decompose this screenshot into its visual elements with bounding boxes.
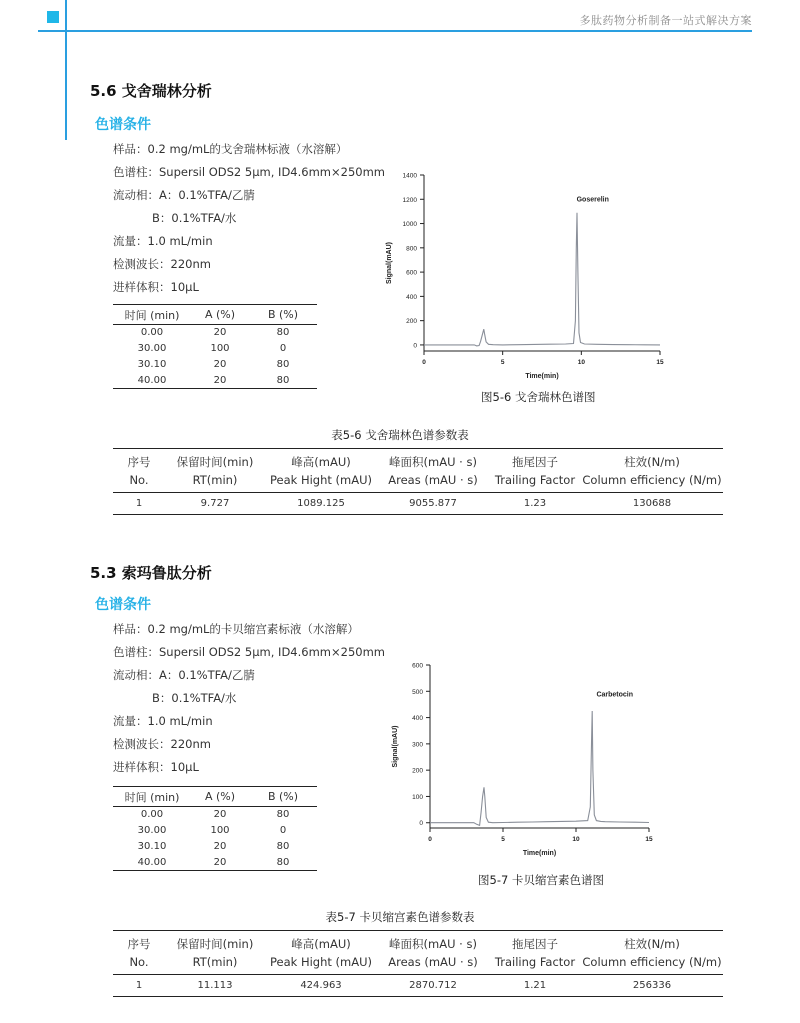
column-line: 色谱柱：Supersil ODS2 5μm, ID4.6mm×250mm	[113, 165, 385, 179]
y-tick-label: 1400	[402, 172, 417, 180]
gradient-cell: 30.00	[137, 343, 167, 354]
params-cell: 424.963	[265, 975, 377, 997]
chromatogram-carbetocin	[380, 656, 670, 861]
header-vertical-rule	[65, 0, 67, 140]
gradient-header-a: A (%)	[191, 787, 249, 807]
chromatogram-goserelin	[372, 165, 672, 385]
gradient-cell: 20	[191, 855, 249, 871]
header-en: Areas (mAU · s)	[388, 473, 478, 487]
gradient-header-b: B (%)	[249, 787, 317, 807]
mobile-phase-b-line: B：0.1%TFA/水	[152, 691, 237, 705]
y-tick-label: 0	[419, 820, 423, 828]
sample-line: 样品：0.2 mg/mL的卡贝缩宫素标液（水溶解）	[113, 622, 359, 636]
gradient-cell: 0.00	[140, 809, 164, 821]
table-caption: 表5-7 卡贝缩宫素色谱参数表	[325, 910, 475, 924]
header-cn: 拖尾因子	[512, 937, 558, 951]
header-horizontal-rule	[38, 30, 752, 32]
gradient-header-b: B (%)	[249, 305, 317, 325]
gradient-cell: 20	[191, 373, 249, 389]
header-cn: 保留时间(min)	[176, 937, 254, 951]
y-tick-label: 600	[412, 662, 423, 670]
header-en: Trailing Factor	[494, 955, 576, 969]
y-tick-label: 400	[406, 293, 417, 301]
table-row	[113, 823, 317, 839]
table-row	[113, 357, 317, 373]
x-tick-label: 15	[656, 359, 664, 366]
header-cn: 序号	[127, 937, 151, 951]
y-tick-label: 100	[412, 793, 423, 801]
table-row	[113, 325, 317, 341]
y-tick-label: 300	[412, 741, 423, 749]
sample-line: 样品：0.2 mg/mL的戈舍瑞林标液（水溶解）	[113, 142, 348, 156]
signal-line	[424, 213, 660, 346]
table-row	[113, 807, 317, 823]
gradient-cell: 80	[276, 809, 290, 821]
table-row	[113, 855, 317, 871]
header-en: Column efficiency (N/m)	[582, 473, 722, 487]
gradient-cell: 40.00	[113, 373, 191, 389]
params-cell: 9.727	[165, 493, 265, 515]
params-header-row	[113, 931, 723, 975]
table-row	[113, 373, 317, 389]
params-header-no	[113, 449, 165, 493]
params-cell: 1089.125	[265, 493, 377, 515]
gradient-cell: 40.00	[113, 855, 191, 871]
gradient-header-time: 时间 (min)	[113, 787, 191, 807]
conditions-title: 色谱条件	[95, 117, 151, 133]
header-en: Peak Hight (mAU)	[269, 473, 373, 487]
mobile-phase-a-line: 流动相：A：0.1%TFA/乙腈	[113, 188, 255, 202]
gradient-cell: 0	[279, 825, 287, 836]
params-header-no	[113, 931, 165, 975]
table-row	[113, 493, 723, 515]
section-title: 5.3 索玛鲁肽分析	[90, 564, 212, 582]
x-tick-label: 0	[428, 836, 432, 843]
gradient-cell: 80	[276, 841, 290, 852]
figure-caption: 图5-6 戈舍瑞林色谱图	[481, 390, 596, 404]
header-cn: 峰面积(mAU · s)	[389, 937, 477, 951]
header-en: Peak Hight (mAU)	[269, 955, 373, 969]
params-header-tailing	[489, 449, 581, 493]
x-tick-label: 15	[645, 836, 653, 843]
params-header-rt	[165, 931, 265, 975]
params-header-height	[265, 449, 377, 493]
header-cn: 柱效(N/m)	[624, 455, 680, 469]
x-tick-label: 5	[501, 836, 505, 843]
header-cn: 峰面积(mAU · s)	[389, 455, 477, 469]
gradient-cell: 30.10	[137, 841, 167, 852]
flow-line: 流量：1.0 mL/min	[113, 714, 213, 728]
gradient-cell: 80	[249, 373, 317, 389]
gradient-cell: 100	[210, 825, 230, 836]
gradient-cell: 20	[213, 327, 227, 339]
table-row	[113, 341, 317, 357]
mobile-phase-b-line: B：0.1%TFA/水	[152, 211, 237, 225]
header-cn: 柱效(N/m)	[624, 937, 680, 951]
table-row	[113, 975, 723, 997]
params-cell: 1.21	[489, 975, 581, 997]
header-accent-square	[47, 11, 59, 23]
section-title: 5.6 戈舍瑞林分析	[90, 82, 212, 100]
header-cn: 保留时间(min)	[176, 455, 254, 469]
signal-line	[430, 711, 649, 825]
gradient-cell: 20	[213, 841, 227, 852]
params-cell: 130688	[581, 493, 723, 515]
header-cn: 峰高(mAU)	[291, 455, 351, 469]
x-axis-label: Time(min)	[525, 373, 559, 380]
gradient-table	[113, 304, 317, 389]
gradient-cell: 80	[276, 327, 290, 339]
header-cn: 峰高(mAU)	[291, 937, 351, 951]
peak-annotation: Goserelin	[576, 196, 609, 204]
gradient-cell: 20	[213, 809, 227, 821]
params-header-area	[377, 449, 489, 493]
y-tick-label: 1200	[402, 196, 417, 204]
y-tick-label: 500	[412, 688, 423, 696]
volume-line: 进样体积：10μL	[113, 280, 199, 294]
gradient-header-row	[113, 305, 317, 325]
params-header-efficiency	[581, 449, 723, 493]
params-header-rt	[165, 449, 265, 493]
header-cn: 拖尾因子	[512, 455, 558, 469]
gradient-cell: 30.10	[137, 359, 167, 370]
x-tick-label: 10	[577, 359, 585, 366]
gradient-cell: 80	[276, 359, 290, 370]
table-row	[113, 839, 317, 855]
gradient-cell: 100	[210, 343, 230, 354]
params-table	[113, 930, 723, 997]
gradient-cell: 0.00	[140, 327, 164, 339]
header-en: Areas (mAU · s)	[388, 955, 478, 969]
gradient-header-time: 时间 (min)	[113, 305, 191, 325]
gradient-cell: 80	[249, 855, 317, 871]
header-en: No.	[129, 955, 149, 969]
header-en: Column efficiency (N/m)	[582, 955, 722, 969]
gradient-table	[113, 786, 317, 871]
peak-annotation: Carbetocin	[596, 691, 634, 699]
header-title: 多肽药物分析制备一站式解决方案	[579, 14, 752, 27]
figure-caption: 图5-7 卡贝缩宫素色谱图	[478, 873, 604, 887]
x-axis-label: Time(min)	[522, 850, 557, 857]
params-header-row	[113, 449, 723, 493]
gradient-header-row	[113, 787, 317, 807]
params-cell: 1	[113, 975, 165, 997]
y-axis-label: Signal(mAU)	[392, 725, 399, 768]
gradient-header-a: A (%)	[191, 305, 249, 325]
y-axis-label: Signal(mAU)	[386, 242, 393, 284]
table-caption: 表5-6 戈舍瑞林色谱参数表	[331, 428, 469, 442]
params-cell: 2870.712	[377, 975, 489, 997]
mobile-phase-a-line: 流动相：A：0.1%TFA/乙腈	[113, 668, 255, 682]
params-cell: 256336	[581, 975, 723, 997]
y-tick-label: 400	[412, 715, 423, 723]
header-cn: 序号	[127, 455, 151, 469]
conditions-title: 色谱条件	[95, 597, 151, 613]
gradient-cell: 0	[279, 343, 287, 354]
y-tick-label: 1000	[402, 221, 417, 229]
gradient-cell: 20	[213, 359, 227, 370]
volume-line: 进样体积：10μL	[113, 760, 199, 774]
params-cell: 1	[113, 493, 165, 515]
y-tick-label: 800	[406, 245, 417, 253]
header-en: RT(min)	[192, 473, 238, 487]
gradient-cell: 30.00	[137, 825, 167, 836]
y-tick-label: 0	[413, 342, 417, 350]
y-tick-label: 200	[412, 767, 423, 775]
column-line: 色谱柱：Supersil ODS2 5μm, ID4.6mm×250mm	[113, 645, 385, 659]
header-en: No.	[129, 473, 149, 487]
header-en: RT(min)	[192, 955, 238, 969]
params-cell: 11.113	[165, 975, 265, 997]
params-header-area	[377, 931, 489, 975]
params-cell: 1.23	[489, 493, 581, 515]
x-tick-label: 0	[422, 359, 426, 366]
header-en: Trailing Factor	[494, 473, 576, 487]
params-header-tailing	[489, 931, 581, 975]
flow-line: 流量：1.0 mL/min	[113, 234, 213, 248]
x-tick-label: 5	[500, 359, 505, 366]
wavelength-line: 检测波长：220nm	[113, 257, 211, 271]
params-cell: 9055.877	[377, 493, 489, 515]
wavelength-line: 检测波长：220nm	[113, 737, 211, 751]
y-tick-label: 600	[406, 269, 417, 277]
y-tick-label: 200	[406, 318, 417, 326]
params-header-height	[265, 931, 377, 975]
params-table	[113, 448, 723, 515]
params-header-efficiency	[581, 931, 723, 975]
x-tick-label: 10	[572, 836, 580, 843]
